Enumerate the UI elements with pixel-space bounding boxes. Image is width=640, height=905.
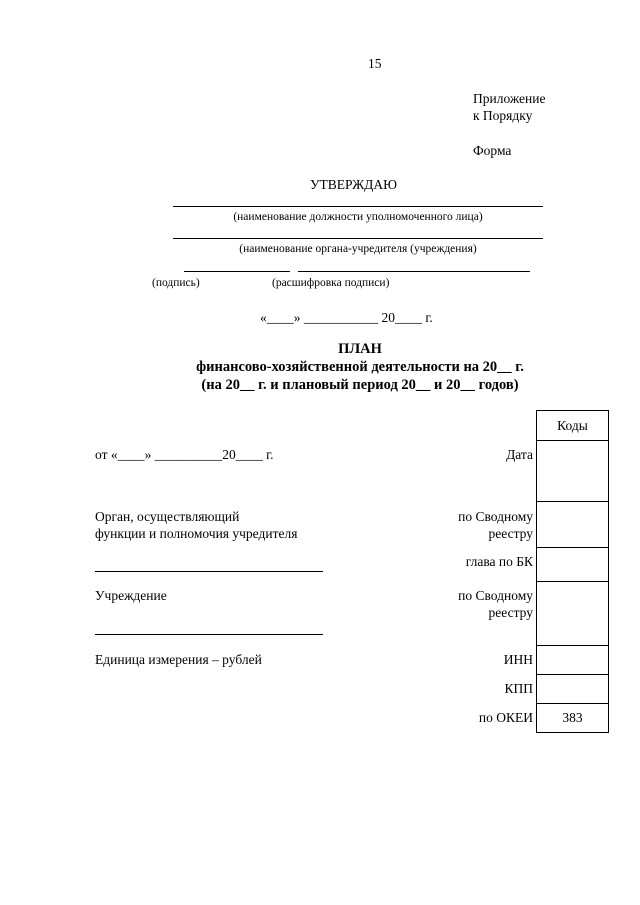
unit-label: Единица измерения – рублей — [95, 652, 262, 667]
code-cell-date[interactable] — [537, 441, 609, 502]
organ-name-line — [95, 571, 323, 572]
organ-label-line-2: функции и полномочия учредителя — [95, 526, 298, 541]
label-okei: по ОКЕИ — [478, 710, 533, 725]
label-svod-registry-2a: по Сводному — [458, 588, 533, 603]
label-svod-registry-1b: реестру — [488, 526, 533, 541]
body-caption: (наименование органа-учредителя (учреждения) — [239, 243, 477, 255]
body-line — [173, 238, 543, 239]
code-cell-kpp[interactable] — [537, 675, 609, 704]
date-from: от «____» __________20____ г. — [95, 447, 274, 462]
position-caption: (наименование должности уполномоченного лица) — [233, 211, 483, 223]
label-date: Дата — [506, 447, 533, 462]
signature-line — [184, 271, 290, 272]
label-svod-registry-1a: по Сводному — [458, 509, 533, 524]
plan-subtitle: финансово-хозяйственной деятельности на 20__ г. — [196, 359, 524, 375]
institution-label: Учреждение — [95, 588, 167, 603]
code-cell-inn[interactable] — [537, 646, 609, 675]
organ-label-line-1: Орган, осуществляющий — [95, 509, 240, 524]
label-svod-registry-2b: реестру — [488, 605, 533, 620]
codes-table — [536, 410, 609, 733]
approval-title: УТВЕРЖДАЮ — [310, 177, 398, 192]
signature-caption: (подпись) — [152, 277, 200, 289]
approval-date: «____» ___________ 20____ г. — [260, 310, 433, 325]
page-number: 15 — [368, 56, 382, 71]
code-cell-svod-registry-1[interactable] — [537, 502, 609, 548]
signature-decode-caption: (расшифровка подписи) — [272, 277, 390, 289]
form-label: Форма — [473, 143, 512, 158]
appendix-line-1: Приложение — [473, 91, 546, 106]
code-cell-okei: 383 — [537, 704, 609, 733]
plan-period: (на 20__ г. и плановый период 20__ и 20__ годов) — [201, 377, 519, 393]
label-kpp: КПП — [504, 681, 533, 696]
label-glava-bk: глава по БК — [465, 554, 533, 569]
code-cell-glava-bk[interactable] — [537, 548, 609, 582]
plan-title: ПЛАН — [338, 341, 382, 357]
signature-decode-line — [298, 271, 530, 272]
position-line — [173, 206, 543, 207]
appendix-line-2: к Порядку — [473, 108, 533, 123]
code-cell-svod-registry-2[interactable] — [537, 582, 609, 646]
codes-header: Коды — [537, 411, 609, 441]
institution-name-line — [95, 634, 323, 635]
label-inn: ИНН — [503, 652, 533, 667]
